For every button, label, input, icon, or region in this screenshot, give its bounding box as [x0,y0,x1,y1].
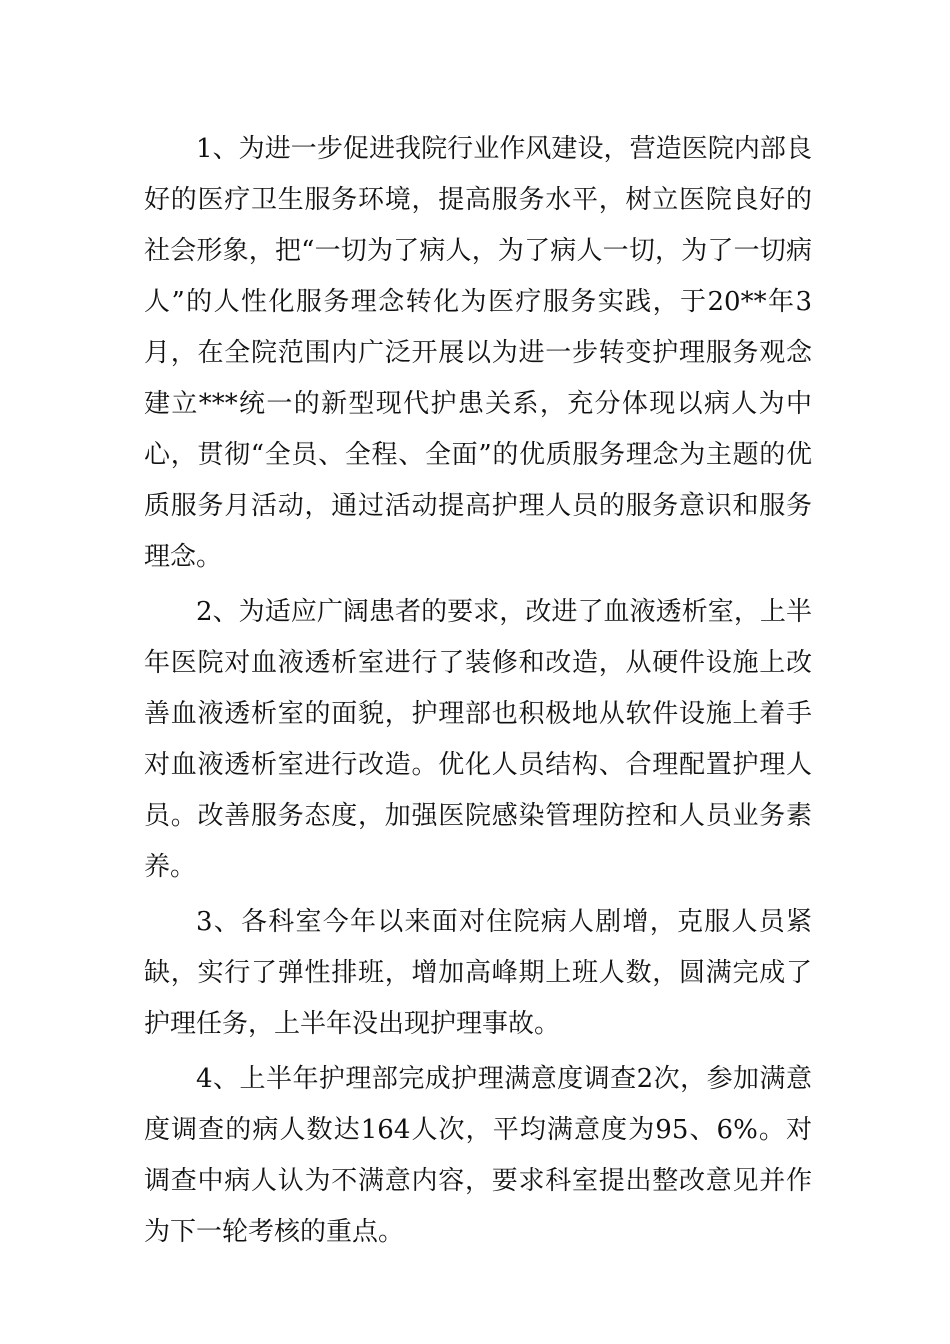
paragraph-3: 3、各科室今年以来面对住院病人剧增，克服人员紧缺，实行了弹性排班，增加高峰期上班人数，圆满完成了护理任务，上半年没出现护理事故。 [144,907,812,1039]
paragraph-4: 4、上半年护理部完成护理满意度调查2次，参加满意度调查的病人数达164人次，平均满意度为95、6%。对调查中病人认为不满意内容，要求科室提出整改意见并作为下一轮考核的重点。 [144,1064,812,1247]
paragraph-2: 2、为适应广阔患者的要求，改进了血液透析室，上半年医院对血液透析室进行了装修和改造，从硬件设施上改善血液透析室的面貌，护理部也积极地从软件设施上着手对血液透析室进行改造。优化人员结构、合理配置护理人员。改善服务态度，加强医院感染管理防控和人员业务素养。 [144,597,812,882]
document-body [144,124,812,1262]
paragraph-1: 1、为进一步促进我院行业作风建设，营造医院内部良好的医疗卫生服务环境，提高服务水平，树立医院良好的社会形象，把“一切为了病人，为了病人一切，为了一切病人”的人性化服务理念转化为医疗服务实践，于20**年3月，在全院范围内广泛开展以为进一步转变护理服务观念建立***统一的新型现代护患关系，充分体现以病人为中心，贯彻“全员、全程、全面”的优质服务理念为主题的优质服务月活动，通过活动提高护理人员的服务意识和服务理念。 [144,134,812,572]
